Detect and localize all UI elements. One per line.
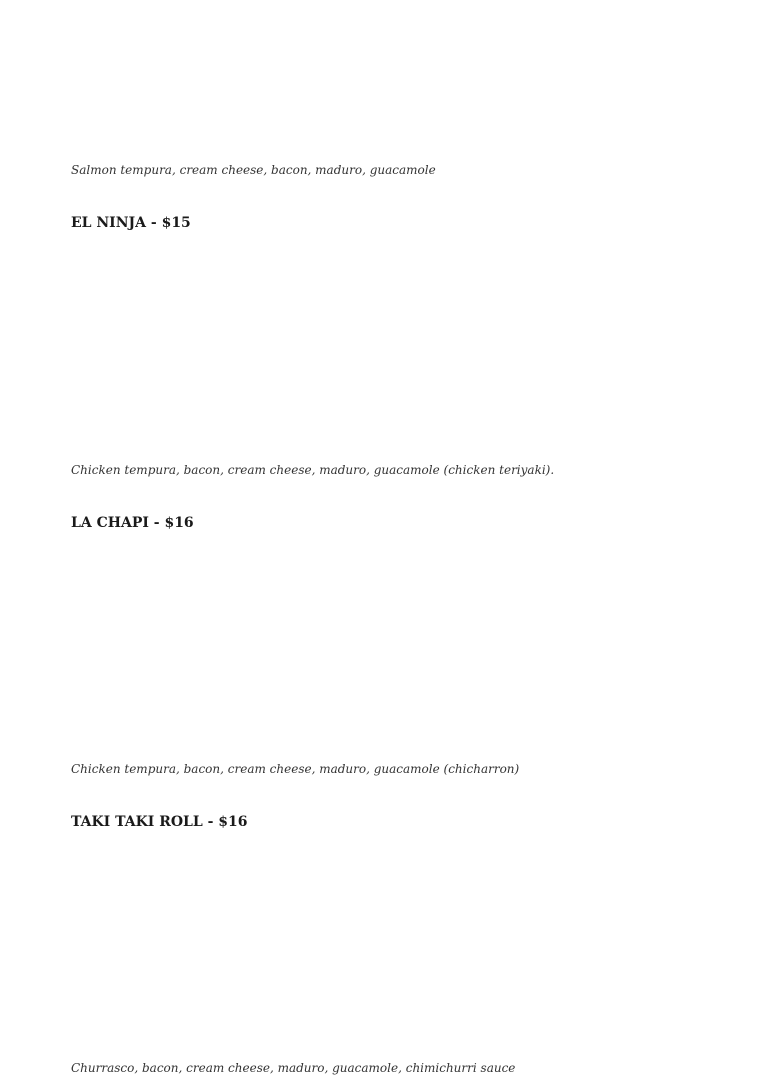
menu-item-description: Chicken tempura, bacon, cream cheese, maduro, guacamole (chicken teriyaki). xyxy=(71,463,555,477)
menu-item-title: EL NINJA - $15 xyxy=(71,215,191,231)
menu-item-title: TAKI TAKI ROLL - $16 xyxy=(71,814,248,830)
menu-item-description: Churrasco, bacon, cream cheese, maduro, guacamole, chimichurri sauce xyxy=(71,1061,516,1075)
menu-item-title: LA CHAPI - $16 xyxy=(71,515,194,531)
menu-item-description: Chicken tempura, bacon, cream cheese, maduro, guacamole (chicharron) xyxy=(71,762,520,776)
menu-item-description: Salmon tempura, cream cheese, bacon, maduro, guacamole xyxy=(71,163,436,177)
